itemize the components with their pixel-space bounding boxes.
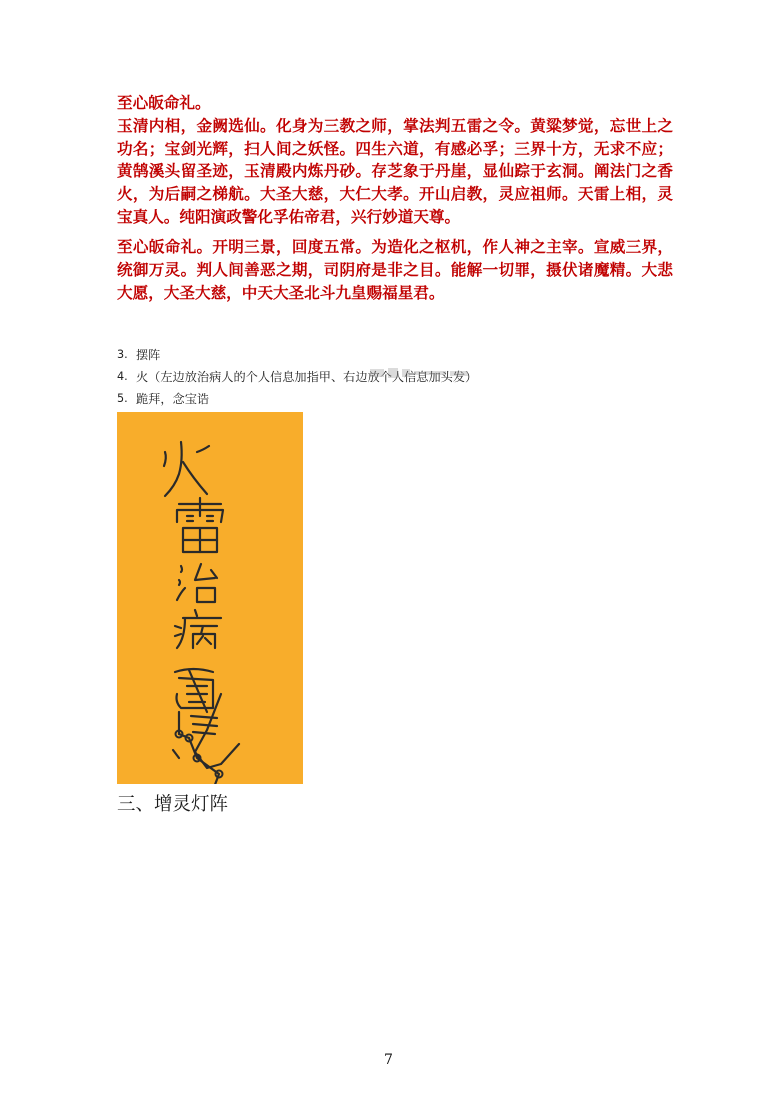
prayer-1-body: 玉清内相，金阙选仙。化身为三教之师，掌法判五雷之令。黄粱梦觉，忘世上之功名；宝剑光辉，扫人间之妖怪。四生六道，有感必孚；三界十方，无求不应；黄鹄溪头留圣迹，玉清殿内炼丹砂。存芝象于丹崖，显仙踪于玄洞。阐法门之香火，为后嗣之梯航。大圣大慈，大仁大孝。开山启教，灵应祖师。天雷上相，灵宝真人。纯阳演政警化孚佑帝君，兴行妙道天尊。 <box>117 115 673 226</box>
list-number: 3. <box>117 348 128 361</box>
list-number: 5. <box>117 392 128 405</box>
list-text: 跪拜，念宝诰 <box>136 392 210 406</box>
talisman-stars <box>117 412 303 784</box>
section-heading: 三、增灵灯阵 <box>117 794 229 815</box>
page-number: 7 <box>384 1052 393 1068</box>
watermark <box>370 362 530 384</box>
list-text: 摆阵 <box>136 348 161 362</box>
prayer-1-line-1: 至心皈命礼。 <box>117 93 211 112</box>
prayer-paragraph-2 <box>117 236 673 304</box>
list-item <box>117 388 477 410</box>
prayer-paragraph-1 <box>117 92 673 229</box>
prayer-2-body: 至心皈命礼。开明三景，回度五常。为造化之枢机，作人神之主宰。宣威三界，统御万灵。判人间善恶之期，司阴府是非之目。能解一切罪，摄伏诸魔精。大悲大愿，大圣大慈，中天大圣北斗九皇赐福星君。 <box>117 237 673 302</box>
talisman-image <box>117 412 303 784</box>
list-text: 火（左边放治病人的个人信息加指甲、右边放个人信息加头发） <box>136 370 478 384</box>
list-number: 4. <box>117 370 128 383</box>
